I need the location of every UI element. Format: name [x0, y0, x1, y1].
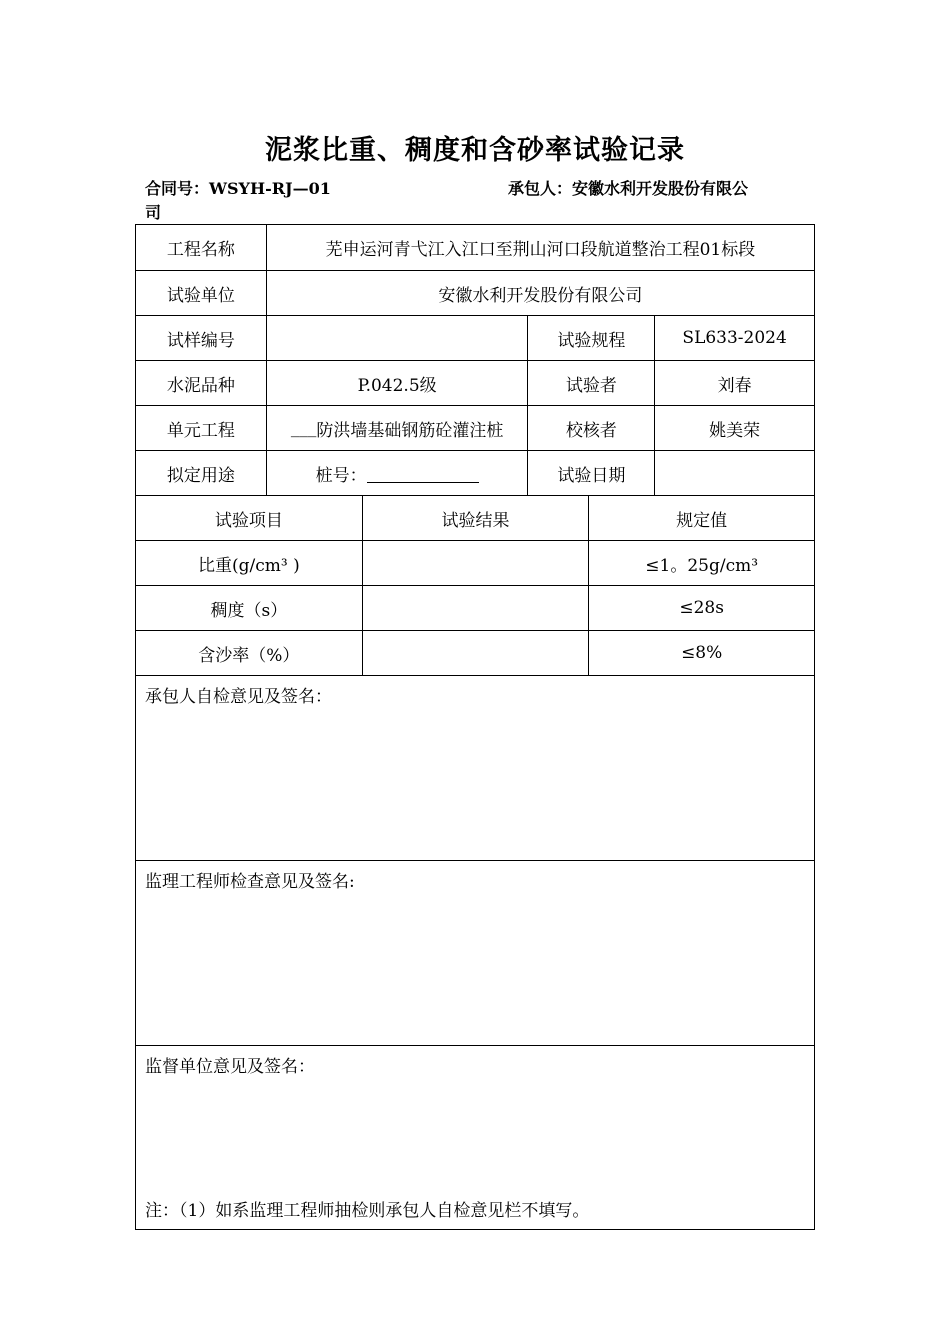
unit-project-label: 单元工程 — [166, 420, 235, 441]
test-unit-label: 试验单位 — [166, 285, 235, 306]
project-name-label: 工程名称 — [166, 240, 235, 260]
result-spec: ≤28s — [588, 586, 814, 630]
sample-no-field[interactable] — [266, 316, 528, 360]
result-item: 含沙率（%） — [198, 645, 300, 666]
test-unit-row — [136, 270, 814, 315]
result-spec: ≤1。25g/cm³ — [588, 541, 814, 585]
cement-label: 水泥品种 — [166, 375, 235, 396]
tester-value: 刘春 — [654, 361, 814, 405]
contractor-signature-box[interactable] — [136, 676, 341, 860]
test-unit-value: 安徽水利开发股份有限公司 — [266, 271, 814, 315]
header-spec-value: 规定值 — [588, 496, 814, 540]
result-value-field[interactable] — [362, 631, 589, 675]
supervisor-signature-row — [136, 860, 814, 1045]
document-title: 泥浆比重、稠度和含砂率试验记录 — [265, 135, 685, 166]
supervisor-signature-box[interactable] — [136, 861, 364, 1045]
result-value-field[interactable] — [362, 541, 589, 585]
unit-project-value: 防洪墙基础钢筋砼灌注桩 — [316, 420, 504, 441]
tester-label: 试验者 — [527, 361, 654, 405]
contractor-name: 承包人：安徽水利开发股份有限公 — [508, 179, 749, 198]
checker-value: 姚美荣 — [654, 406, 814, 450]
pile-no-label: 桩号： — [315, 465, 367, 486]
sample-no-label: 试样编号 — [166, 330, 235, 351]
pile-no-cell — [266, 451, 528, 495]
result-item: 稠度（s） — [210, 600, 288, 621]
checker-label: 校核者 — [527, 406, 654, 450]
contractor-signature-row — [136, 675, 814, 860]
result-value-field[interactable] — [362, 586, 589, 630]
authority-signature-label: 监督单位意见及签名： — [145, 1057, 315, 1077]
unit-project-prefix: ___ — [290, 418, 317, 438]
result-row-density — [136, 540, 814, 585]
result-item: 比重(g/cm³ ) — [197, 555, 300, 576]
contractor-name-wrap: 司 — [145, 203, 162, 222]
result-row-sand-content — [136, 630, 814, 675]
test-standard-label: 试验规程 — [527, 316, 654, 360]
header-test-result: 试验结果 — [362, 496, 589, 540]
pile-no-field[interactable] — [367, 464, 479, 483]
test-date-label: 试验日期 — [527, 451, 654, 495]
cement-row — [136, 360, 814, 405]
contract-number: 合同号：WSYH-RJ—01 — [145, 179, 331, 198]
contractor-signature-label: 承包人自检意见及签名： — [145, 687, 332, 707]
project-name-value: 芜申运河青弋江入江口至荆山河口段航道整治工程01标段 — [266, 225, 814, 270]
header-test-item: 试验项目 — [214, 510, 283, 531]
purpose-row — [136, 450, 814, 495]
result-row-viscosity — [136, 585, 814, 630]
sample-row — [136, 315, 814, 360]
result-spec: ≤8% — [588, 631, 814, 675]
project-name-row — [136, 225, 814, 270]
purpose-label: 拟定用途 — [166, 465, 235, 486]
unit-project-cell — [266, 406, 528, 450]
footnote: 注：（1）如系监理工程师抽检则承包人自检意见栏不填写。 — [145, 1201, 590, 1221]
results-header-row — [136, 495, 814, 540]
test-date-field[interactable] — [654, 451, 814, 495]
record-form-table — [135, 224, 815, 1230]
supervisor-signature-label: 监理工程师检查意见及签名: — [145, 872, 355, 892]
test-standard-value: SL633-2024 — [654, 316, 814, 360]
cement-value: P.042.5级 — [266, 361, 528, 405]
unit-project-row — [136, 405, 814, 450]
